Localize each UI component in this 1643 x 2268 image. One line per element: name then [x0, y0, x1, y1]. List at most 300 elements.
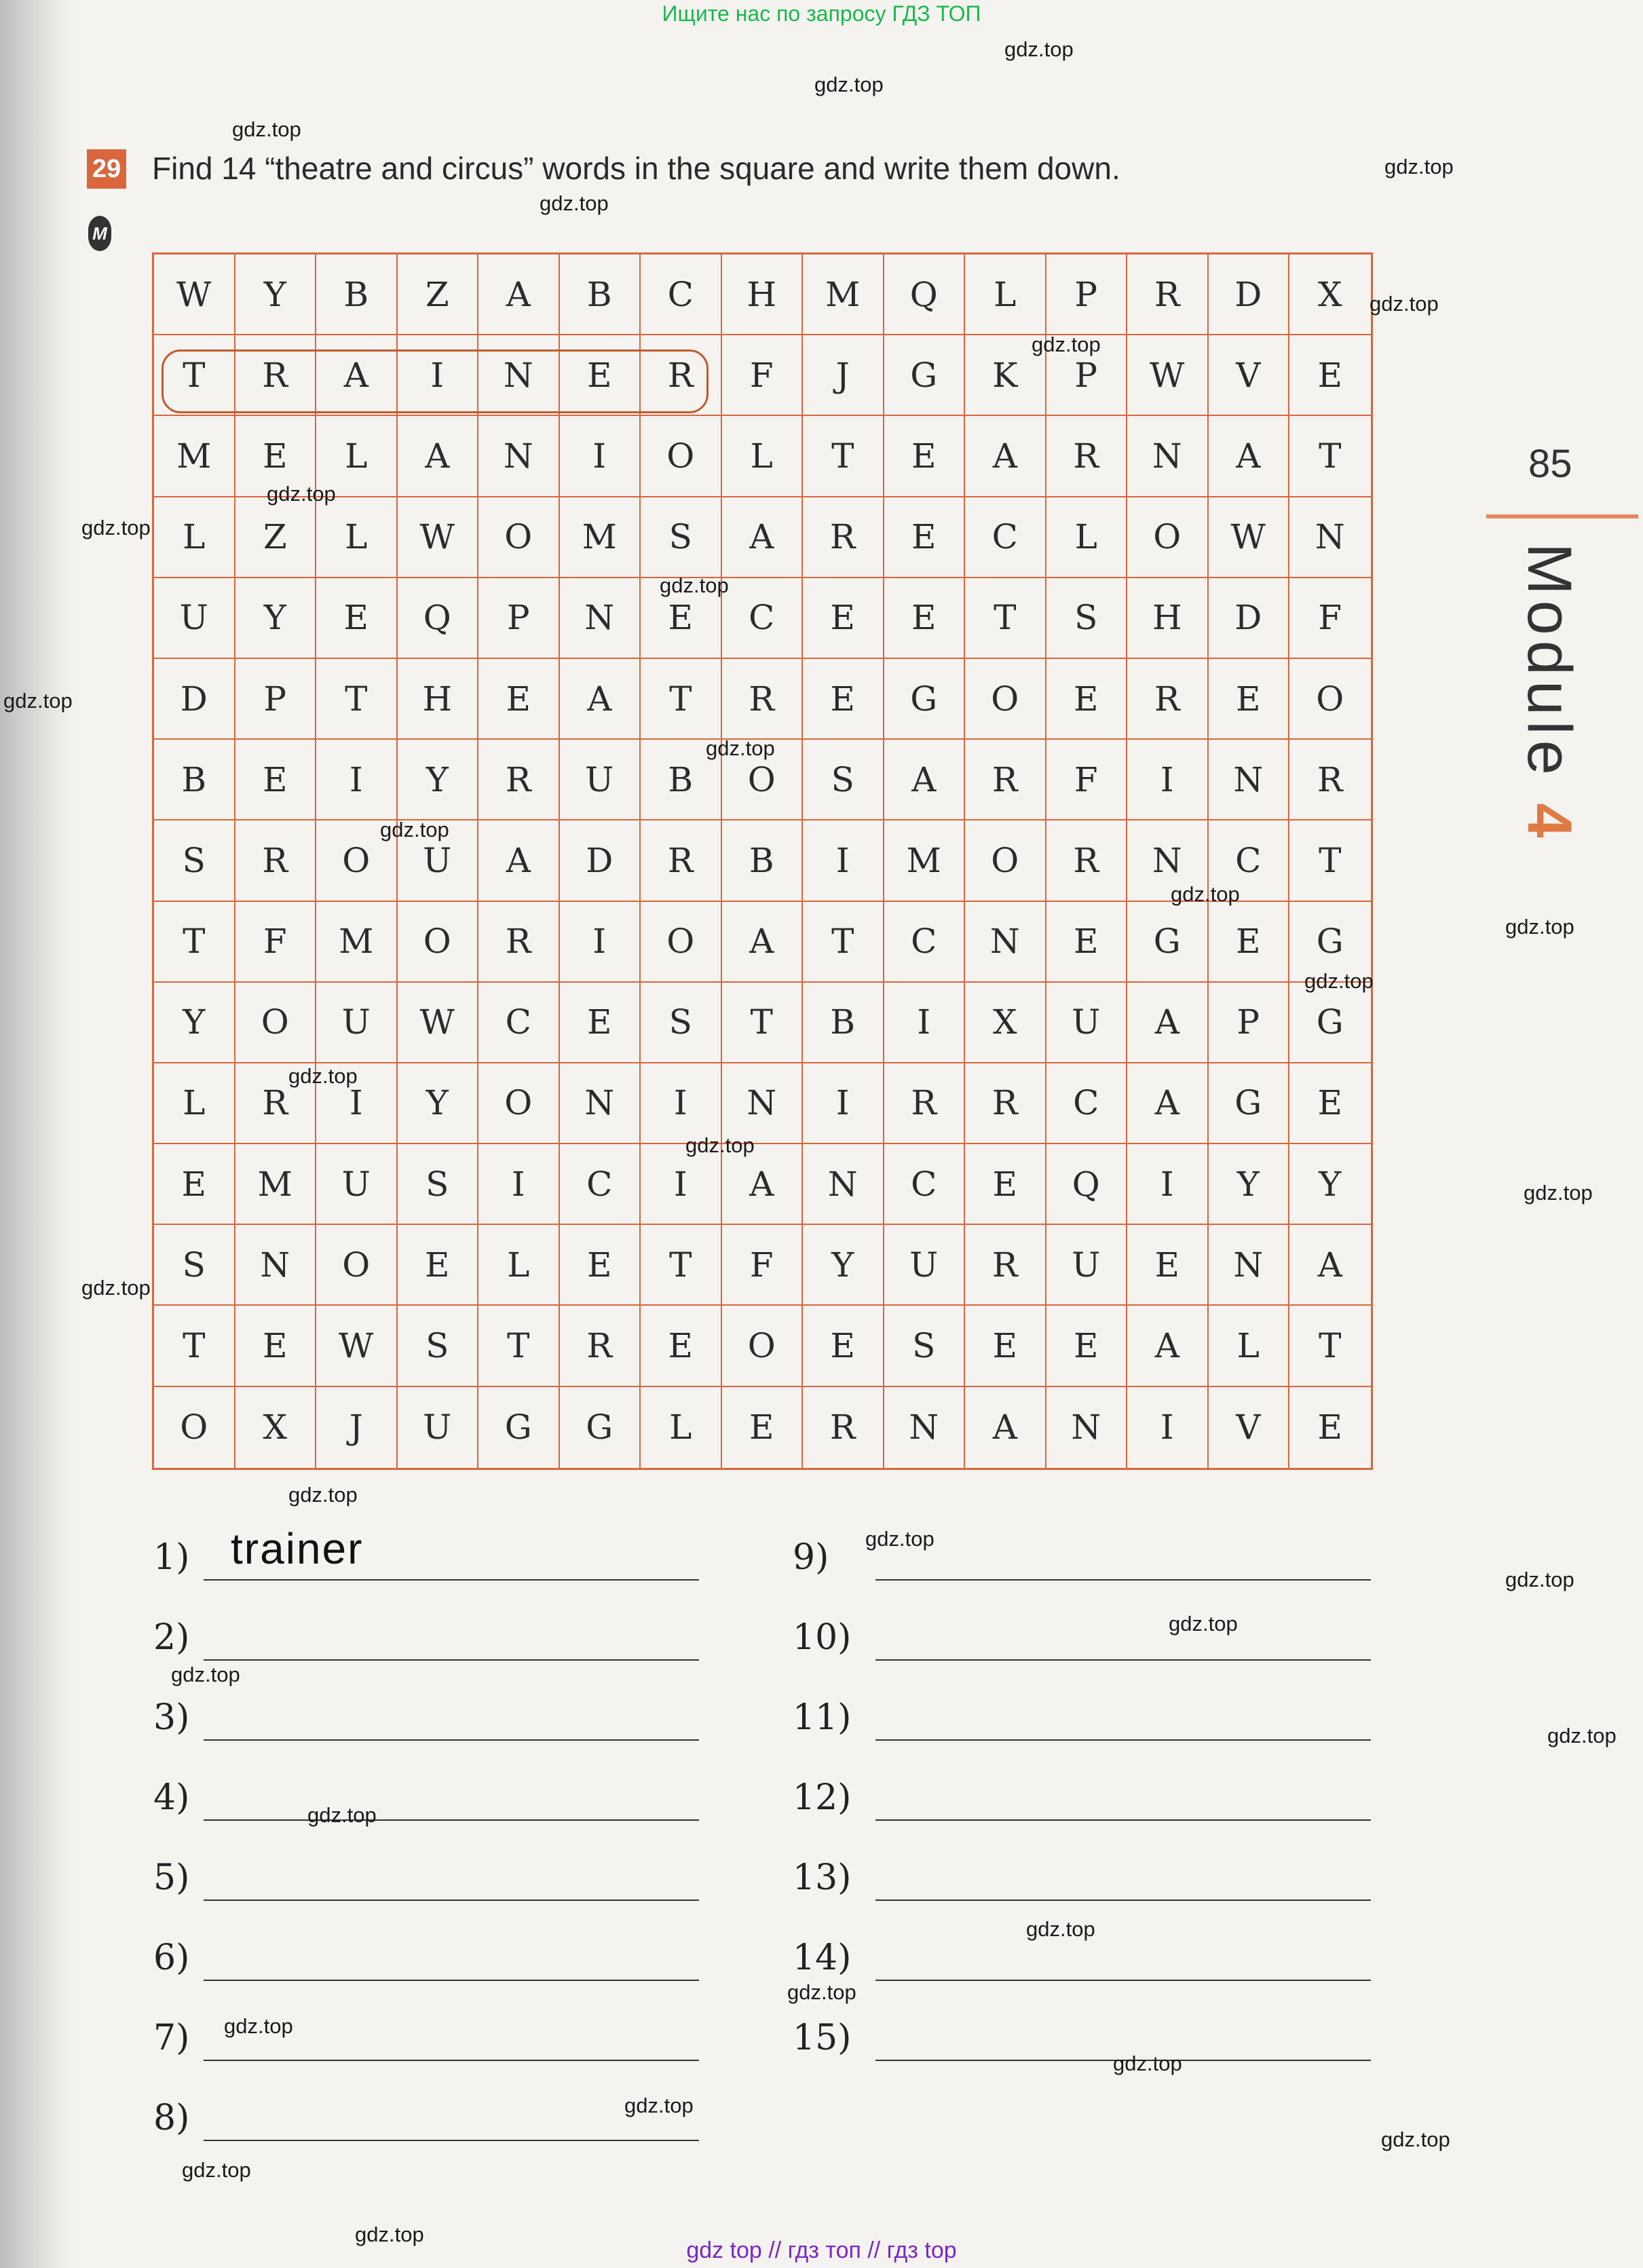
- grid-cell: L: [154, 497, 235, 578]
- grid-cell: Y: [235, 254, 317, 335]
- answer-row: [793, 1617, 1371, 1665]
- grid-cell: Y: [803, 1225, 884, 1306]
- grid-cell: T: [1289, 1306, 1371, 1386]
- answer-row: [793, 2018, 1371, 2065]
- grid-cell: T: [803, 416, 884, 497]
- grid-cell: W: [154, 254, 235, 335]
- grid-cell: R: [478, 902, 560, 983]
- grid-cell: T: [1289, 820, 1371, 901]
- grid-cell: R: [965, 1063, 1046, 1144]
- answer-line[interactable]: [875, 1579, 1371, 1581]
- grid-cell: N: [803, 1144, 884, 1225]
- grid-cell: E: [1046, 659, 1128, 740]
- answer-number: 15): [793, 2018, 852, 2058]
- watermark-text: gdz.top: [232, 117, 301, 141]
- grid-cell: S: [154, 1225, 235, 1306]
- grid-cell: S: [803, 740, 884, 820]
- grid-cell: V: [1209, 335, 1290, 416]
- grid-cell: R: [965, 1225, 1046, 1306]
- grid-cell: B: [803, 983, 884, 1063]
- watermark-text: gdz.top: [1547, 1724, 1617, 1747]
- grid-cell: S: [641, 497, 722, 578]
- watermark-text: gdz.top: [81, 516, 151, 540]
- grid-cell: U: [1046, 1225, 1128, 1306]
- answer-line[interactable]: [204, 2140, 699, 2141]
- grid-cell: R: [884, 1063, 966, 1144]
- answer-row: [793, 1857, 1371, 1905]
- grid-cell: E: [884, 578, 966, 659]
- answer-line[interactable]: [204, 1739, 699, 1741]
- grid-cell: U: [1046, 983, 1128, 1063]
- watermark-text: gdz.top: [267, 482, 336, 506]
- grid-cell: G: [1289, 983, 1371, 1063]
- grid-cell: R: [803, 497, 884, 578]
- grid-cell: B: [316, 254, 398, 335]
- grid-cell: I: [398, 335, 479, 416]
- grid-cell: T: [154, 902, 235, 983]
- grid-cell: O: [722, 1306, 804, 1386]
- grid-cell: A: [965, 416, 1046, 497]
- answer-row: [153, 2098, 699, 2145]
- grid-cell: C: [884, 1144, 966, 1225]
- grid-cell: E: [560, 335, 641, 416]
- grid-cell: E: [641, 578, 722, 659]
- grid-cell: Y: [398, 1063, 479, 1144]
- grid-cell: C: [1046, 1063, 1128, 1144]
- answer-row: [793, 1697, 1371, 1745]
- grid-cell: E: [154, 1144, 235, 1225]
- grid-cell: S: [398, 1306, 479, 1386]
- answer-row: [793, 1777, 1371, 1825]
- grid-cell: E: [803, 1306, 884, 1386]
- grid-cell: Q: [1046, 1144, 1128, 1225]
- grid-cell: I: [560, 416, 641, 497]
- grid-cell: X: [235, 1387, 317, 1468]
- grid-cell: C: [884, 902, 966, 983]
- watermark-text: gdz.top: [1505, 915, 1574, 939]
- grid-cell: Y: [235, 578, 317, 659]
- grid-cell: E: [722, 1387, 804, 1468]
- grid-cell: E: [1317, 1407, 1342, 1448]
- grid-cell: O: [316, 820, 398, 901]
- grid-cell: N: [965, 902, 1046, 983]
- watermark-text: gdz.top: [706, 736, 775, 760]
- grid-cell: E: [478, 659, 560, 740]
- answer-number: 10): [793, 1617, 852, 1658]
- watermark-text: gdz.top: [1026, 1917, 1095, 1941]
- grid-cell: R: [1046, 416, 1128, 497]
- grid-cell: O: [154, 1387, 235, 1468]
- grid-cell: L: [316, 416, 398, 497]
- grid-cell: B: [560, 254, 641, 335]
- grid-cell: K: [965, 335, 1046, 416]
- grid-cell: E: [316, 578, 398, 659]
- grid-cell: X: [965, 983, 1046, 1063]
- grid-cell: E: [965, 1144, 1046, 1225]
- grid-cell: M: [884, 820, 966, 901]
- grid-cell: L: [965, 254, 1046, 335]
- grid-cell: P: [478, 578, 560, 659]
- grid-cell: C: [478, 983, 560, 1063]
- grid-cell: T: [478, 1306, 560, 1386]
- exercise-number-badge: 29: [87, 149, 126, 189]
- answer-row: [153, 1524, 699, 1585]
- grid-cell: J: [316, 1387, 398, 1468]
- grid-cell: T: [154, 1306, 235, 1386]
- grid-cell: G: [560, 1387, 641, 1468]
- grid-cell: T: [803, 902, 884, 983]
- grid-cell: B: [722, 820, 804, 901]
- grid-cell: N: [1127, 820, 1209, 901]
- watermark-text: gdz.top: [1384, 155, 1454, 178]
- grid-cell: T: [641, 659, 722, 740]
- grid-cell: O: [722, 740, 804, 820]
- answer-number: 13): [793, 1857, 852, 1898]
- answer-number: 9): [793, 1537, 829, 1578]
- grid-cell: A: [560, 659, 641, 740]
- grid-cell: E: [235, 416, 317, 497]
- answer-number: 6): [153, 1938, 190, 1978]
- grid-cell: R: [478, 740, 560, 820]
- answer-line[interactable]: [875, 1659, 1371, 1661]
- grid-cell: N: [1289, 497, 1371, 578]
- answer-line[interactable]: [875, 1980, 1371, 1981]
- watermark-text: gdz.top: [624, 2094, 694, 2117]
- grid-cell: R: [235, 820, 317, 901]
- grid-cell: O: [235, 983, 317, 1063]
- answer-number: 12): [793, 1777, 852, 1818]
- grid-cell: D: [560, 820, 641, 901]
- grid-cell: E: [398, 1225, 479, 1306]
- grid-cell: S: [884, 1306, 966, 1386]
- grid-cell: M: [316, 902, 398, 983]
- grid-cell: C: [1209, 820, 1290, 901]
- grid-cell: F: [722, 1225, 804, 1306]
- grid-cell: E: [1209, 902, 1290, 983]
- grid-cell: O: [316, 1225, 398, 1306]
- watermark-text: gdz.top: [380, 818, 449, 842]
- answer-number: 1): [153, 1537, 190, 1578]
- module-number: 4: [1515, 803, 1584, 844]
- grid-cell: L: [316, 497, 398, 578]
- grid-cell: A: [1209, 416, 1290, 497]
- grid-cell: C: [641, 254, 722, 335]
- grid-cell: L: [1046, 497, 1128, 578]
- grid-cell: G: [1289, 902, 1371, 983]
- answer-row: [793, 1938, 1371, 1985]
- grid-cell: A: [1289, 1225, 1371, 1306]
- grid-cell: T: [965, 578, 1046, 659]
- watermark-text: gdz.top: [355, 2223, 424, 2246]
- grid-cell: N: [478, 335, 560, 416]
- grid-cell: Y: [1289, 1144, 1371, 1225]
- watermark-text: gdz.top: [1524, 1181, 1593, 1205]
- grid-cell: J: [803, 335, 884, 416]
- watermark-text: gdz.top: [787, 1980, 856, 2004]
- grid-cell: F: [722, 335, 804, 416]
- grid-cell: N: [1209, 740, 1290, 820]
- grid-cell: F: [1289, 578, 1371, 659]
- grid-cell: E: [1289, 335, 1371, 416]
- grid-cell: N: [1209, 1225, 1290, 1306]
- watermark-text: gdz.top: [660, 573, 729, 597]
- answer-number: 7): [153, 2018, 190, 2058]
- footer-links[interactable]: gdz top // гдз топ // гдз top: [686, 2237, 957, 2263]
- grid-cell: S: [154, 820, 235, 901]
- grid-cell: A: [1127, 1306, 1209, 1386]
- answer-row: [153, 1617, 699, 1665]
- grid-cell: P: [1209, 983, 1290, 1063]
- grid-cell: M: [235, 1144, 317, 1225]
- grid-cell: W: [316, 1306, 398, 1386]
- grid-cell: E: [803, 578, 884, 659]
- grid-cell: T: [154, 335, 235, 416]
- grid-cell: Z: [235, 497, 317, 578]
- grid-cell: U: [884, 1225, 966, 1306]
- grid-cell: S: [1046, 578, 1128, 659]
- grid-cell: U: [398, 820, 479, 901]
- grid-cell: E: [641, 1306, 722, 1386]
- answer-row: [153, 1938, 699, 1985]
- grid-cell: N: [235, 1225, 317, 1306]
- grid-cell: O: [1127, 497, 1209, 578]
- answer-number: 8): [153, 2098, 190, 2138]
- grid-cell: D: [1209, 578, 1290, 659]
- grid-cell: G: [1127, 902, 1209, 983]
- found-word-highlight: [162, 349, 709, 413]
- grid-cell: T: [316, 659, 398, 740]
- watermark-text: gdz.top: [1304, 969, 1374, 993]
- grid-cell: I: [641, 1063, 722, 1144]
- grid-cell: O: [965, 820, 1046, 901]
- grid-cell: C: [965, 497, 1046, 578]
- grid-cell: Y: [154, 983, 235, 1063]
- grid-cell: U: [560, 740, 641, 820]
- grid-cell: C: [722, 578, 804, 659]
- grid-cell: S: [641, 983, 722, 1063]
- grid-cell: R: [722, 659, 804, 740]
- grid-cell: E: [235, 1306, 317, 1386]
- answer-line[interactable]: [204, 1900, 699, 1901]
- watermark-text: gdz.top: [685, 1133, 755, 1157]
- watermark-text: gdz.top: [81, 1276, 151, 1300]
- grid-cell: T: [1289, 416, 1371, 497]
- grid-cell: E: [1209, 659, 1290, 740]
- watermark-text: gdz.top: [182, 2158, 251, 2182]
- grid-cell: M: [803, 254, 884, 335]
- grid-cell: E: [884, 497, 966, 578]
- grid-cell: I: [478, 1144, 560, 1225]
- answer-line[interactable]: [204, 1579, 699, 1581]
- grid-cell: P: [235, 659, 317, 740]
- grid-cell: R: [560, 1306, 641, 1386]
- grid-cell: D: [154, 659, 235, 740]
- grid-cell: N: [884, 1387, 966, 1468]
- page-number: 85: [1528, 442, 1572, 486]
- module-icon: M: [88, 216, 111, 251]
- module-label-text: Module: [1515, 543, 1584, 780]
- grid-cell: H: [722, 254, 804, 335]
- grid-cell: Z: [398, 254, 479, 335]
- grid-cell: A: [1127, 1063, 1209, 1144]
- answer-number: 5): [153, 1857, 190, 1898]
- watermark-text: gdz.top: [1032, 333, 1101, 356]
- grid-cell: E: [884, 416, 966, 497]
- grid-cell: P: [1046, 335, 1128, 416]
- grid-cell: A: [478, 254, 560, 335]
- answer-row: [153, 1857, 699, 1905]
- grid-cell: W: [398, 497, 479, 578]
- answer-line[interactable]: [875, 1819, 1371, 1821]
- grid-cell: H: [1127, 578, 1209, 659]
- grid-cell: E: [1289, 1063, 1371, 1144]
- answer-line[interactable]: [204, 1819, 699, 1821]
- answer-line[interactable]: [875, 1900, 1371, 1901]
- grid-cell: N: [560, 578, 641, 659]
- watermark-text: gdz.top: [1505, 1568, 1574, 1591]
- watermark-text: gdz.top: [171, 1663, 240, 1686]
- grid-cell: L: [1209, 1306, 1290, 1386]
- grid-cell: A: [316, 335, 398, 416]
- answer-line[interactable]: [204, 1659, 699, 1661]
- grid-cell: I: [1127, 1387, 1209, 1468]
- grid-cell: E: [235, 740, 317, 820]
- grid-cell: X: [1289, 254, 1371, 335]
- top-banner[interactable]: Ищите нас по запросу ГДЗ ТОП: [662, 1, 981, 26]
- grid-cell: N: [478, 416, 560, 497]
- grid-cell: F: [1046, 740, 1128, 820]
- grid-cell: U: [316, 983, 398, 1063]
- grid-cell: I: [1127, 1144, 1209, 1225]
- grid-cell: R: [641, 820, 722, 901]
- grid-cell: L: [154, 1063, 235, 1144]
- grid-cell: S: [398, 1144, 479, 1225]
- grid-cell: H: [398, 659, 479, 740]
- grid-cell: W: [398, 983, 479, 1063]
- watermark-text: gdz.top: [540, 191, 609, 215]
- grid-cell: A: [1127, 983, 1209, 1063]
- watermark-text: gdz.top: [1113, 2052, 1182, 2075]
- watermark-text: gdz.top: [1171, 882, 1240, 906]
- grid-cell: A: [398, 416, 479, 497]
- grid-cell: D: [1209, 254, 1290, 335]
- watermark-text: gdz.top: [3, 689, 73, 713]
- grid-cell: R: [1127, 659, 1209, 740]
- answer-line[interactable]: [204, 2060, 699, 2061]
- grid-cell: A: [722, 1144, 804, 1225]
- grid-cell: R: [235, 1063, 317, 1144]
- grid-cell: Q: [884, 254, 966, 335]
- grid-cell: F: [235, 902, 317, 983]
- grid-cell: E: [965, 1306, 1046, 1386]
- grid-cell: R: [803, 1387, 884, 1468]
- answer-line[interactable]: [875, 1739, 1371, 1741]
- answer-line[interactable]: [204, 1980, 699, 1981]
- grid-cell: E: [1046, 902, 1128, 983]
- grid-cell: I: [803, 1063, 884, 1144]
- grid-cell: G: [884, 335, 966, 416]
- grid-cell: I: [884, 983, 966, 1063]
- grid-cell: E: [1127, 1225, 1209, 1306]
- grid-cell: E: [1046, 1306, 1128, 1386]
- grid-cell: T: [722, 983, 804, 1063]
- grid-cell: G: [1209, 1063, 1290, 1144]
- grid-cell: L: [722, 416, 804, 497]
- grid-cell: R: [1046, 820, 1128, 901]
- watermark-text: gdz.top: [814, 73, 884, 96]
- watermark-text: gdz.top: [1004, 37, 1074, 61]
- word-search-grid: [152, 252, 1373, 1470]
- page-spine-shadow: [0, 0, 75, 2268]
- grid-cell: E: [560, 983, 641, 1063]
- answer-number: 4): [153, 1777, 190, 1818]
- watermark-text: gdz.top: [224, 2014, 293, 2038]
- watermark-text: gdz.top: [1381, 2128, 1450, 2151]
- watermark-text: gdz.top: [288, 1064, 358, 1088]
- grid-cell: O: [398, 902, 479, 983]
- grid-cell: E: [803, 659, 884, 740]
- watermark-text: gdz.top: [1370, 292, 1439, 316]
- answer-row: [153, 1777, 699, 1825]
- grid-cell: I: [560, 902, 641, 983]
- grid-cell: N: [722, 1063, 804, 1144]
- grid-cell: O: [641, 902, 722, 983]
- watermark-text: gdz.top: [1169, 1612, 1238, 1636]
- grid-cell: U: [398, 1387, 479, 1468]
- watermark-text: gdz.top: [307, 1803, 377, 1827]
- grid-cell: C: [560, 1144, 641, 1225]
- grid-cell: M: [560, 497, 641, 578]
- grid-cell: R: [641, 335, 722, 416]
- answer-number: 2): [153, 1617, 190, 1658]
- grid-cell: R: [1127, 254, 1209, 335]
- grid-cell: A: [965, 1387, 1046, 1468]
- grid-cell: R: [235, 335, 317, 416]
- grid-cell: N: [1127, 416, 1209, 497]
- answer-number: 14): [793, 1938, 852, 1978]
- exercise-instruction: Find 14 “theatre and circus” words in the square and write them down.: [152, 151, 1120, 186]
- grid-cell: I: [316, 1063, 398, 1144]
- grid-cell: I: [1127, 740, 1209, 820]
- grid-cell: N: [1046, 1387, 1128, 1468]
- grid-cell: M: [154, 416, 235, 497]
- module-label: [1513, 543, 1585, 843]
- grid-cell: G: [478, 1387, 560, 1468]
- grid-cell: O: [1289, 659, 1371, 740]
- grid-cell: O: [478, 497, 560, 578]
- answer-text: trainer: [231, 1524, 364, 1573]
- answer-number: 3): [153, 1697, 190, 1738]
- grid-cell: Q: [398, 578, 479, 659]
- grid-cell: A: [722, 497, 804, 578]
- grid-cell: P: [1046, 254, 1128, 335]
- grid-cell: N: [560, 1063, 641, 1144]
- grid-cell: O: [478, 1063, 560, 1144]
- watermark-text: gdz.top: [288, 1483, 358, 1507]
- grid-cell: U: [316, 1144, 398, 1225]
- grid-cell: I: [641, 1144, 722, 1225]
- grid-cell: W: [1209, 497, 1290, 578]
- grid-cell: L: [641, 1387, 722, 1468]
- grid-cell: R: [965, 740, 1046, 820]
- answer-row: [153, 1697, 699, 1745]
- grid-cell: I: [803, 820, 884, 901]
- grid-cell: E: [560, 1225, 641, 1306]
- grid-cell: Y: [398, 740, 479, 820]
- grid-cell: O: [641, 416, 722, 497]
- watermark-text: gdz.top: [865, 1527, 934, 1551]
- grid-cell: O: [965, 659, 1046, 740]
